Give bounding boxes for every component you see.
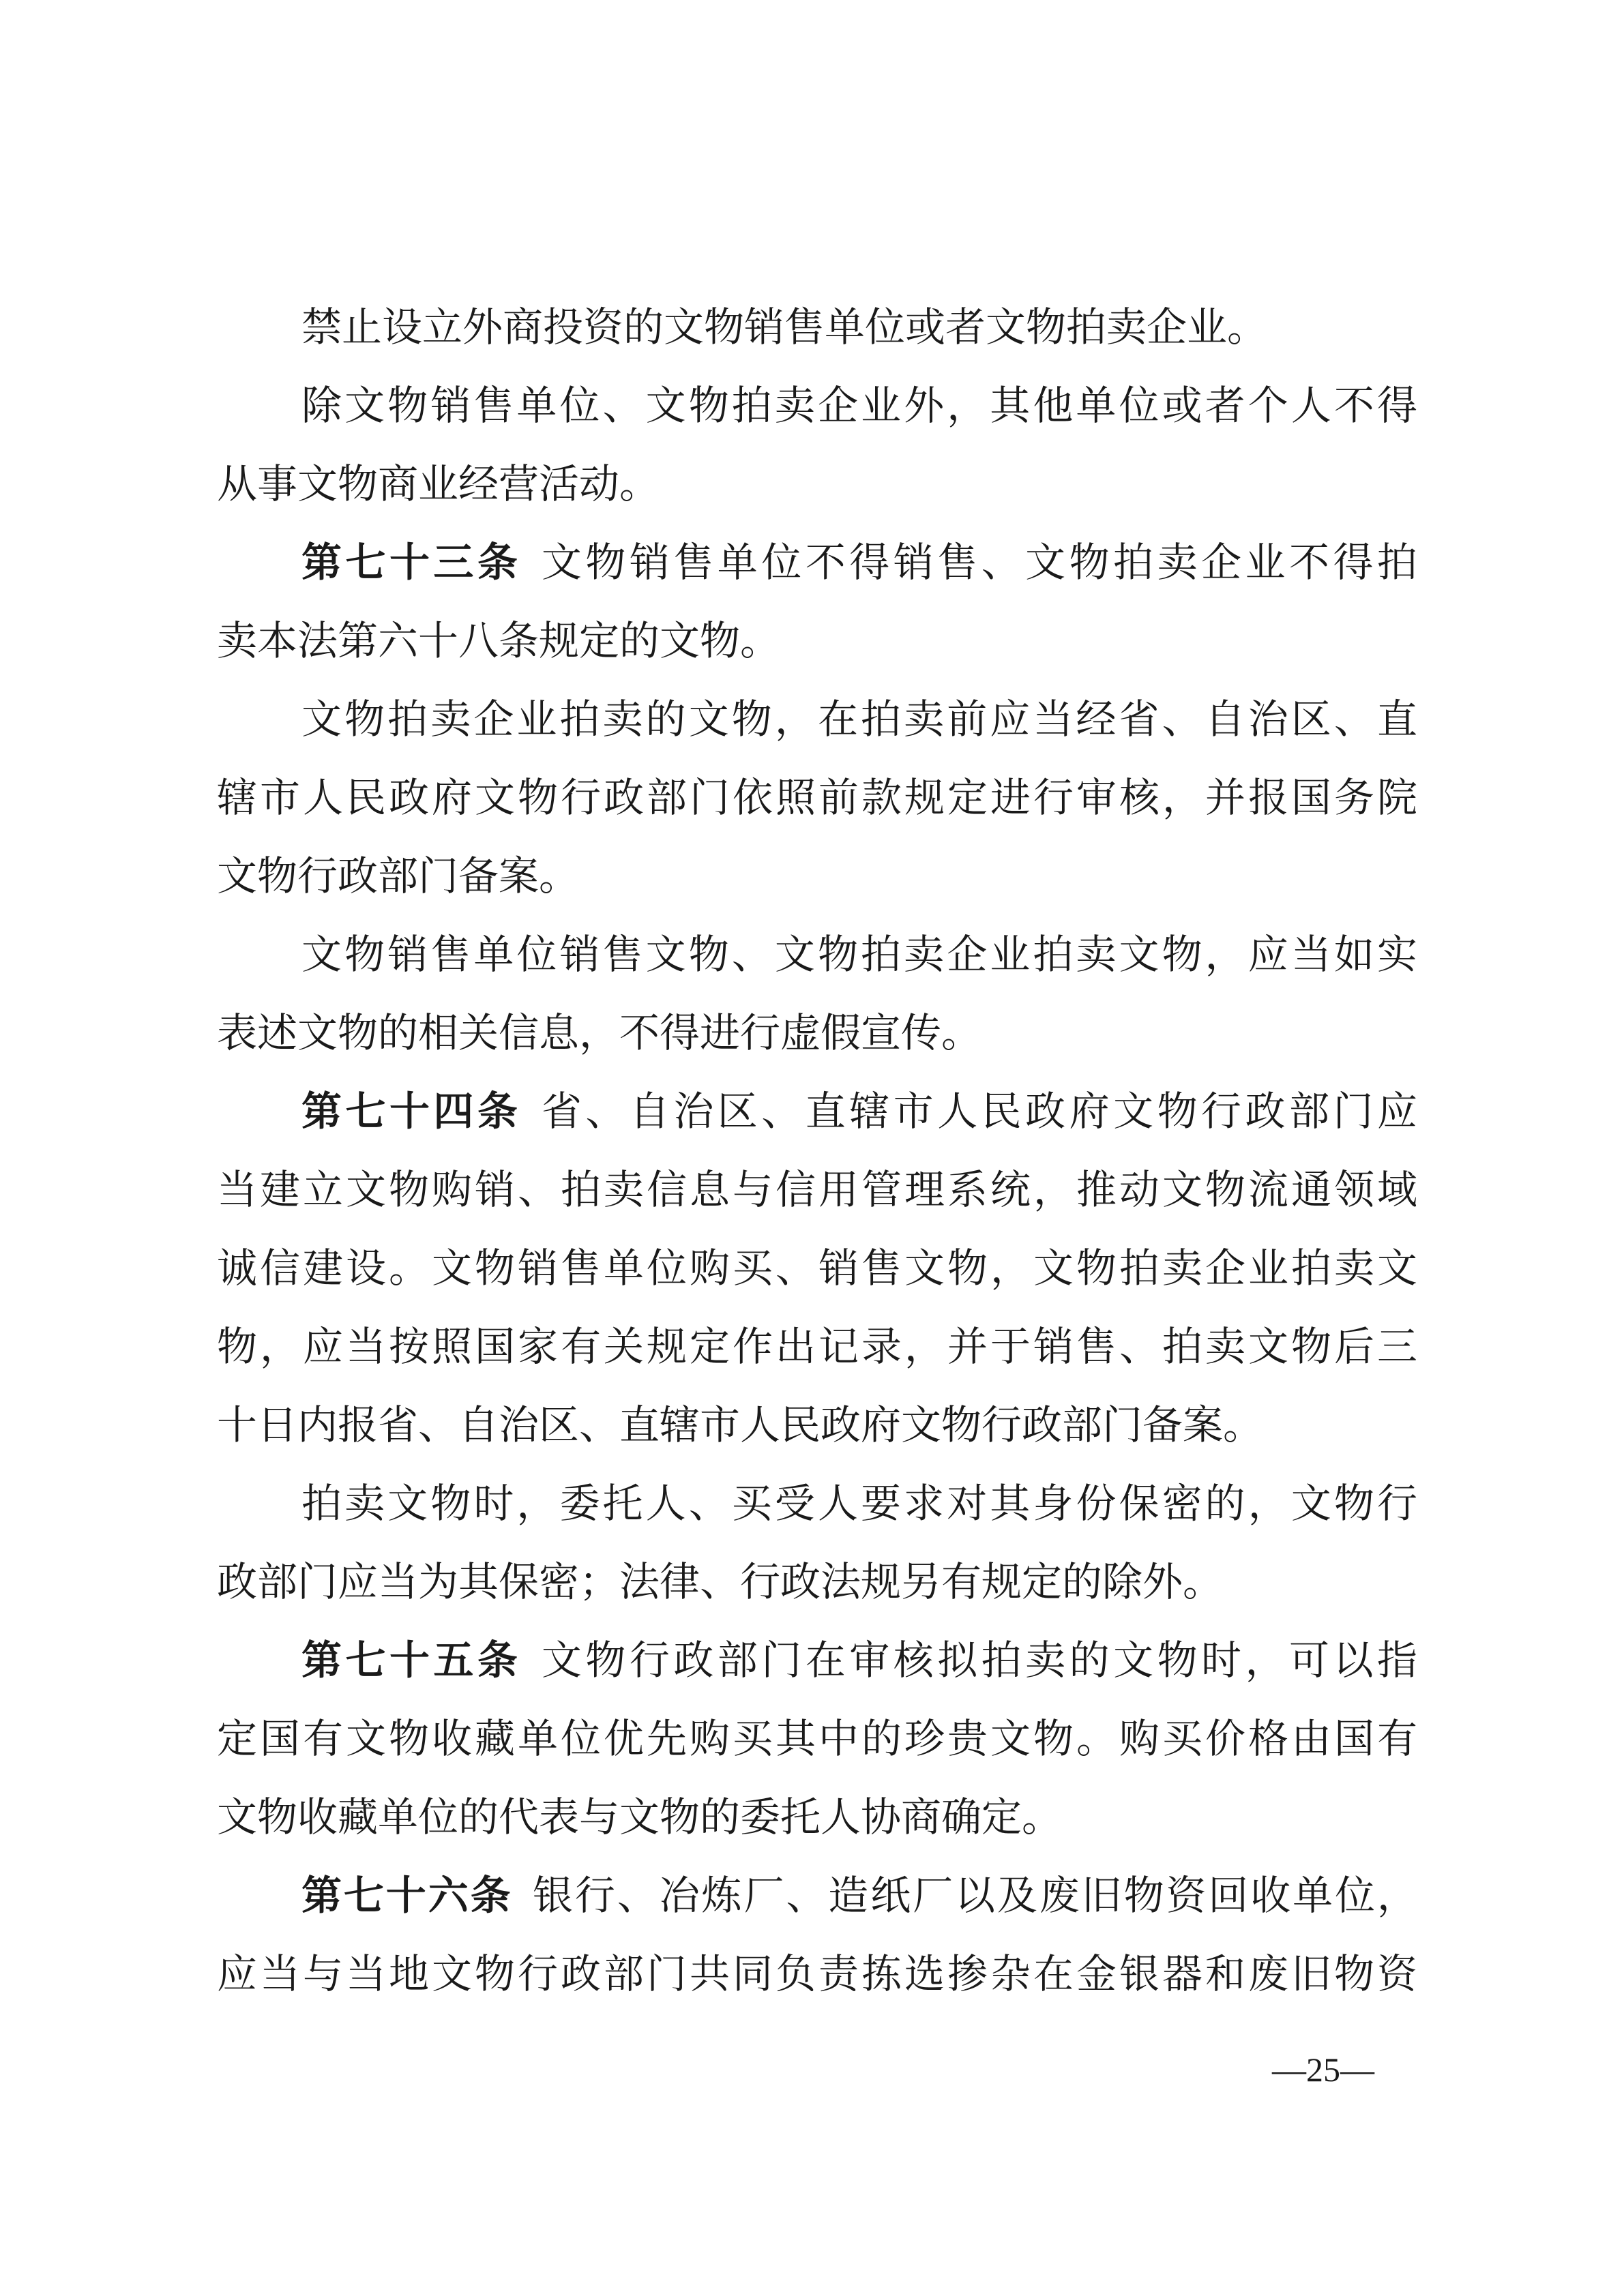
paragraph-line: 物，应当按照国家有关规定作出记录，并于销售、拍卖文物后三 (217, 1323, 1417, 1370)
paragraph-line: 表述文物的相关信息，不得进行虚假宣传。 (217, 1009, 982, 1056)
paragraph-line: 当建立文物购销、拍卖信息与信用管理系统，推动文物流通领域 (217, 1166, 1417, 1213)
paragraph-line: 定国有文物收藏单位优先购买其中的珍贵文物。购买价格由国有 (217, 1715, 1417, 1762)
paragraph-text: 文物行政部门在审核拟拍卖的文物时，可以指 (541, 1637, 1417, 1684)
paragraph-line: 诚信建设。文物销售单位购买、销售文物，文物拍卖企业拍卖文 (217, 1244, 1417, 1292)
paragraph-line: 应当与当地文物行政部门共同负责拣选掺杂在金银器和废旧物资 (217, 1950, 1417, 1997)
article-heading: 第七十三条 (301, 539, 522, 586)
paragraph-line: 卖本法第六十八条规定的文物。 (217, 617, 781, 664)
paragraph-line: 文物收藏单位的代表与文物的委托人协商确定。 (217, 1793, 1063, 1840)
paragraph-text: 银行、冶炼厂、造纸厂以及废旧物资回收单位， (533, 1872, 1417, 1919)
paragraph-text: 文物销售单位不得销售、文物拍卖企业不得拍 (541, 539, 1417, 586)
paragraph-line: 除文物销售单位、文物拍卖企业外，其他单位或者个人不得 (301, 382, 1417, 429)
paragraph-line: 拍卖文物时，委托人、买受人要求对其身份保密的，文物行 (301, 1480, 1417, 1527)
paragraph-line: 文物销售单位销售文物、文物拍卖企业拍卖文物，应当如实 (301, 931, 1417, 978)
article-76-line (217, 1868, 1417, 1923)
page-number: —25— (1272, 2051, 1374, 2089)
article-74-line (217, 1084, 1417, 1139)
paragraph-line: 禁止设立外商投资的文物销售单位或者文物拍卖企业。 (301, 303, 1268, 351)
paragraph-line: 从事文物商业经营活动。 (217, 460, 660, 507)
article-73-line (217, 535, 1417, 590)
paragraph-line: 文物行政部门备案。 (217, 852, 580, 899)
paragraph-line: 政部门应当为其保密；法律、行政法规另有规定的除外。 (217, 1558, 1224, 1605)
paragraph-text: 省、自治区、直辖市人民政府文物行政部门应 (541, 1088, 1417, 1135)
paragraph-line: 文物拍卖企业拍卖的文物，在拍卖前应当经省、自治区、直 (301, 696, 1417, 743)
article-heading: 第七十四条 (301, 1088, 522, 1135)
article-75-line (217, 1633, 1417, 1688)
article-heading: 第七十六条 (301, 1872, 513, 1919)
article-heading: 第七十五条 (301, 1637, 522, 1684)
paragraph-line: 辖市人民政府文物行政部门依照前款规定进行审核，并报国务院 (217, 774, 1417, 821)
paragraph-line: 十日内报省、自治区、直辖市人民政府文物行政部门备案。 (217, 1401, 1264, 1448)
